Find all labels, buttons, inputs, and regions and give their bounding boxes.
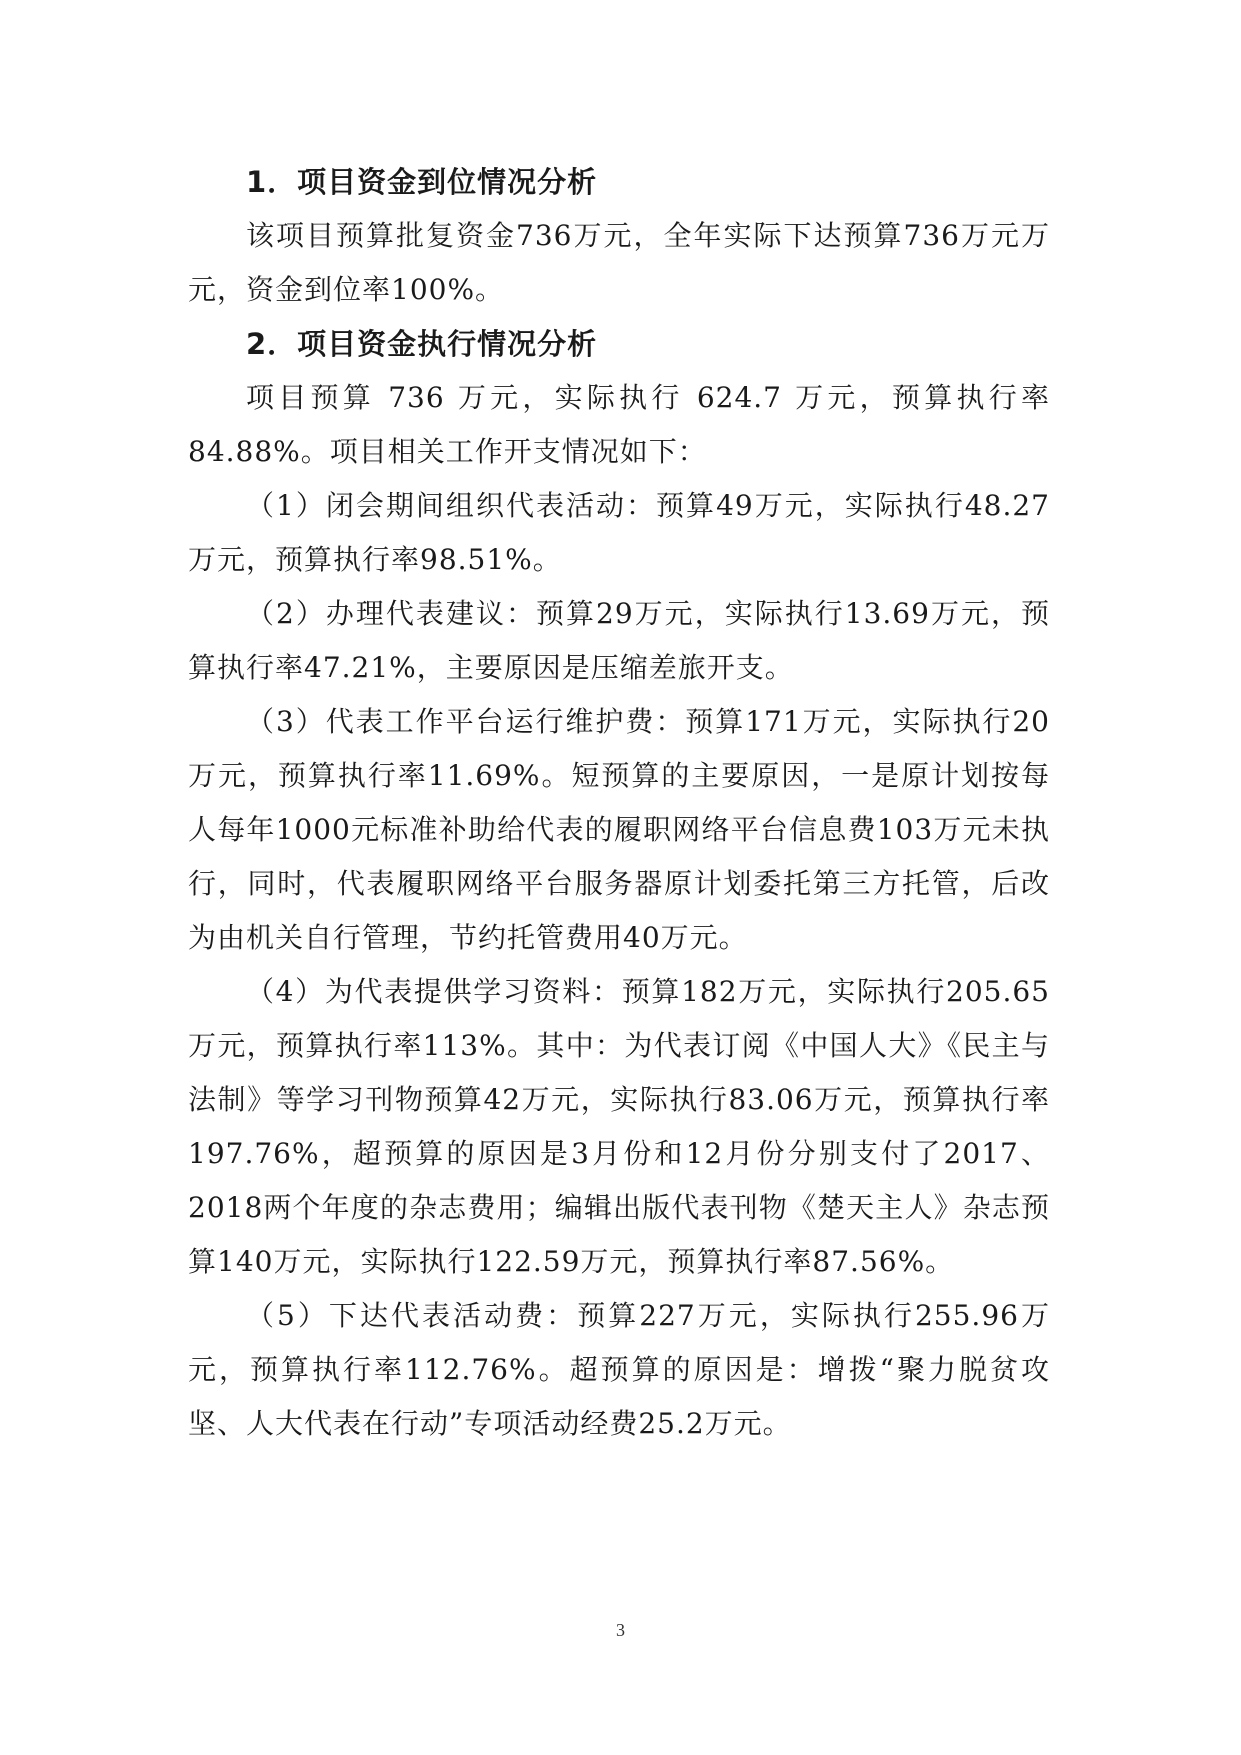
paragraph-item-1: （1）闭会期间组织代表活动：预算49万元，实际执行48.27万元，预算执行率98.51%。 xyxy=(188,489,1050,576)
page-number: 3 xyxy=(616,1620,625,1640)
paragraph-item-2: （2）办理代表建议：预算29万元，实际执行13.69万元，预算执行率47.21%，主要原因是压缩差旅开支。 xyxy=(188,597,1050,684)
paragraph-fund-arrival: 该项目预算批复资金736万元，全年实际下达预算736万元万元，资金到位率100%。 xyxy=(188,219,1050,306)
paragraph-item-4: （4）为代表提供学习资料：预算182万元，实际执行205.65万元，预算执行率113%。其中：为代表订阅《中国人大》《民主与法制》等学习刊物预算42万元，实际执行83.06万元，预算执行率197.76%，超预算的原因是3月份和12月份分别支付了2017、2018两个年度的杂志费用；编辑出版代表刊物《楚天主人》杂志预算140万元，实际执行122.59万元，预算执行率87.56%。 xyxy=(188,975,1050,1278)
paragraph-execution-summary: 项目预算 736 万元，实际执行 624.7 万元，预算执行率84.88%。项目相关工作开支情况如下： xyxy=(188,381,1050,468)
paragraph-item-3: （3）代表工作平台运行维护费：预算171万元，实际执行20万元，预算执行率11.69%。短预算的主要原因，一是原计划按每人每年1000元标准补助给代表的履职网络平台信息费103万元未执行，同时，代表履职网络平台服务器原计划委托第三方托管，后改为由机关自行管理，节约托管费用40万元。 xyxy=(188,705,1050,954)
document-body xyxy=(188,155,1050,1451)
section-heading-fund-arrival: 1．项目资金到位情况分析 xyxy=(246,165,598,199)
section-heading-fund-execution: 2．项目资金执行情况分析 xyxy=(246,327,598,361)
paragraph-item-5: （5）下达代表活动费：预算227万元，实际执行255.96万元，预算执行率112.76%。超预算的原因是：增拨“聚力脱贫攻坚、人大代表在行动”专项活动经费25.2万元。 xyxy=(188,1299,1050,1440)
